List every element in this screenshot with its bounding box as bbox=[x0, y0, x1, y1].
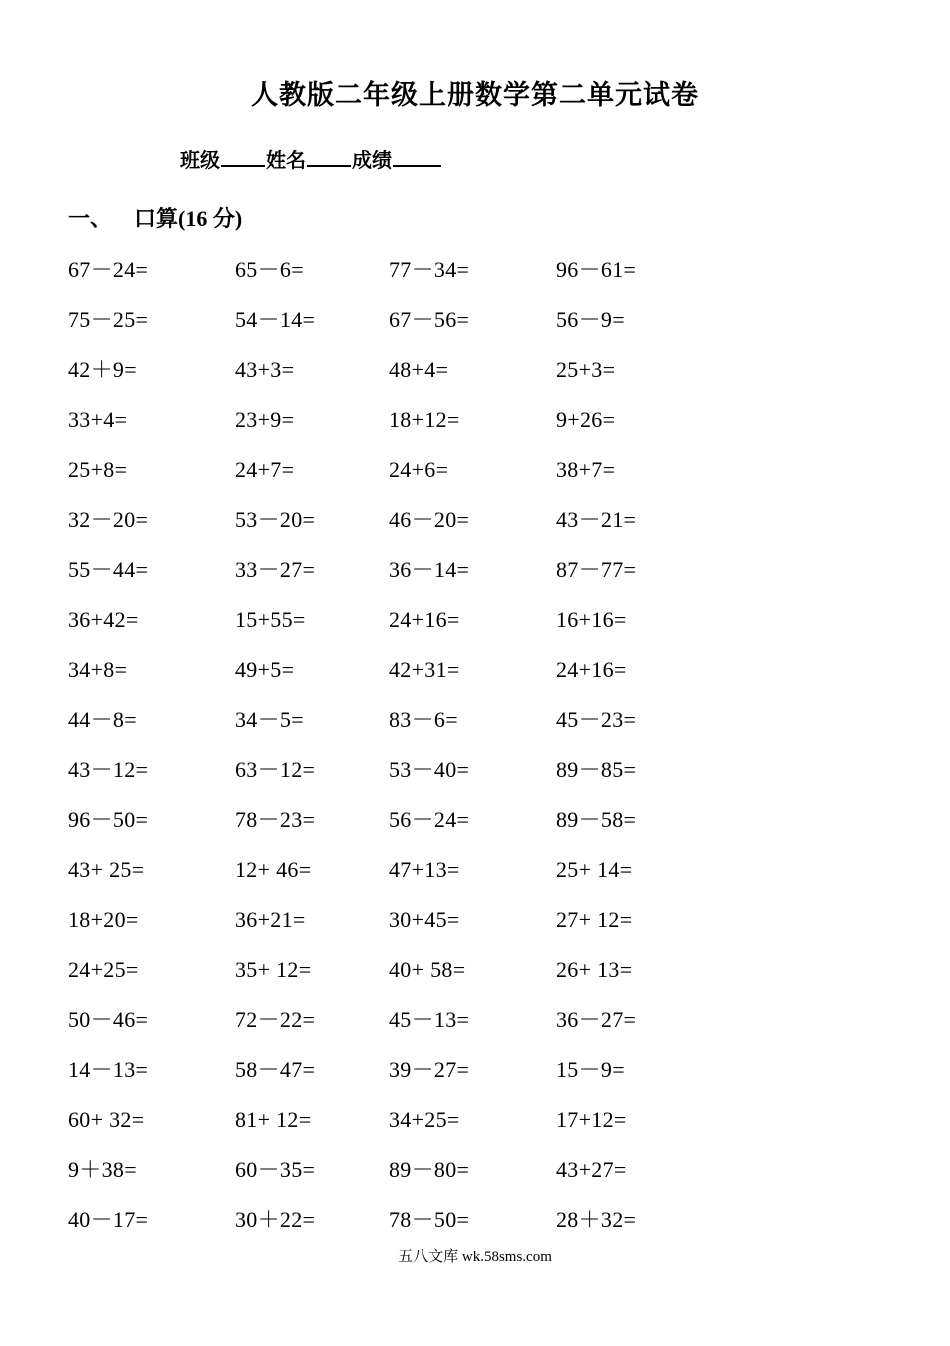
problem-row bbox=[68, 252, 768, 302]
problem-row bbox=[68, 402, 768, 452]
math-problem: 45－13= bbox=[389, 1007, 470, 1032]
math-problem: 44－8= bbox=[68, 707, 137, 732]
math-problem: 24+6= bbox=[389, 457, 449, 482]
class-label: 班级 bbox=[180, 148, 220, 172]
math-problem: 24+16= bbox=[556, 657, 627, 682]
math-problem: 39－27= bbox=[389, 1057, 470, 1082]
math-problem: 26+ 13= bbox=[556, 957, 633, 982]
math-problem: 60+ 32= bbox=[68, 1107, 145, 1132]
math-problem: 43+3= bbox=[235, 357, 295, 382]
math-problem: 25+3= bbox=[556, 357, 616, 382]
math-problem: 30+45= bbox=[389, 907, 460, 932]
math-problem: 24+25= bbox=[68, 957, 139, 982]
footer-watermark: 五八文库 wk.58sms.com bbox=[398, 1249, 552, 1265]
math-problem: 38+7= bbox=[556, 457, 616, 482]
math-problem: 75－25= bbox=[68, 307, 149, 332]
math-problem: 24+7= bbox=[235, 457, 295, 482]
math-problem: 25+ 14= bbox=[556, 857, 633, 882]
math-problem: 16+16= bbox=[556, 607, 627, 632]
section-points: (16 分) bbox=[178, 206, 243, 231]
math-problem: 60－35= bbox=[235, 1157, 316, 1182]
math-problem: 56－24= bbox=[389, 807, 470, 832]
score-label: 成绩 bbox=[352, 148, 392, 172]
math-problem: 36－14= bbox=[389, 557, 470, 582]
math-problem: 63－12= bbox=[235, 757, 316, 782]
math-problem: 42＋9= bbox=[68, 357, 137, 382]
problem-grid bbox=[68, 252, 768, 1252]
math-problem: 83－6= bbox=[389, 707, 458, 732]
problem-row bbox=[68, 952, 768, 1002]
problem-row bbox=[68, 652, 768, 702]
math-problem: 54－14= bbox=[235, 307, 316, 332]
math-problem: 45－23= bbox=[556, 707, 637, 732]
math-problem: 32－20= bbox=[68, 507, 149, 532]
math-problem: 14－13= bbox=[68, 1057, 149, 1082]
math-problem: 56－9= bbox=[556, 307, 625, 332]
math-problem: 50－46= bbox=[68, 1007, 149, 1032]
math-problem: 34+25= bbox=[389, 1107, 460, 1132]
problem-row bbox=[68, 602, 768, 652]
math-problem: 67－56= bbox=[389, 307, 470, 332]
math-problem: 96－50= bbox=[68, 807, 149, 832]
problem-row bbox=[68, 1002, 768, 1052]
problem-row bbox=[68, 702, 768, 752]
math-problem: 30＋22= bbox=[235, 1207, 316, 1232]
math-problem: 18+12= bbox=[389, 407, 460, 432]
problem-row bbox=[68, 502, 768, 552]
score-blank bbox=[393, 143, 441, 167]
math-problem: 72－22= bbox=[235, 1007, 316, 1032]
math-problem: 18+20= bbox=[68, 907, 139, 932]
math-problem: 9＋38= bbox=[68, 1157, 137, 1182]
problem-row bbox=[68, 902, 768, 952]
section-heading-mental-math bbox=[68, 202, 242, 237]
math-problem: 35+ 12= bbox=[235, 957, 312, 982]
math-problem: 58－47= bbox=[235, 1057, 316, 1082]
math-problem: 36+42= bbox=[68, 607, 139, 632]
problem-row bbox=[68, 302, 768, 352]
problem-row bbox=[68, 1202, 768, 1252]
math-problem: 55－44= bbox=[68, 557, 149, 582]
math-problem: 87－77= bbox=[556, 557, 637, 582]
math-problem: 43－21= bbox=[556, 507, 637, 532]
problem-row bbox=[68, 552, 768, 602]
math-problem: 24+16= bbox=[389, 607, 460, 632]
math-problem: 27+ 12= bbox=[556, 907, 633, 932]
math-problem: 15－9= bbox=[556, 1057, 625, 1082]
math-problem: 33－27= bbox=[235, 557, 316, 582]
math-problem: 46－20= bbox=[389, 507, 470, 532]
section-number: 一、 bbox=[68, 207, 113, 232]
page-title: 人教版二年级上册数学第二单元试卷 bbox=[251, 80, 699, 111]
math-problem: 43+ 25= bbox=[68, 857, 145, 882]
math-problem: 23+9= bbox=[235, 407, 295, 432]
math-problem: 89－58= bbox=[556, 807, 637, 832]
math-problem: 48+4= bbox=[389, 357, 449, 382]
math-problem: 25+8= bbox=[68, 457, 128, 482]
math-problem: 36－27= bbox=[556, 1007, 637, 1032]
math-problem: 40+ 58= bbox=[389, 957, 466, 982]
math-problem: 36+21= bbox=[235, 907, 306, 932]
math-problem: 77－34= bbox=[389, 257, 470, 282]
math-problem: 15+55= bbox=[235, 607, 306, 632]
math-problem: 34－5= bbox=[235, 707, 304, 732]
math-problem: 49+5= bbox=[235, 657, 295, 682]
math-problem: 89－80= bbox=[389, 1157, 470, 1182]
math-problem: 65－6= bbox=[235, 257, 304, 282]
math-problem: 9+26= bbox=[556, 407, 616, 432]
math-problem: 47+13= bbox=[389, 857, 460, 882]
math-problem: 67－24= bbox=[68, 257, 149, 282]
problem-row bbox=[68, 1102, 768, 1152]
math-problem: 81+ 12= bbox=[235, 1107, 312, 1132]
name-blank bbox=[307, 143, 351, 167]
math-problem: 33+4= bbox=[68, 407, 128, 432]
math-problem: 28＋32= bbox=[556, 1207, 637, 1232]
section-label: 口算 bbox=[134, 207, 179, 232]
math-problem: 96－61= bbox=[556, 257, 637, 282]
class-blank bbox=[221, 143, 265, 167]
math-problem: 34+8= bbox=[68, 657, 128, 682]
name-label: 姓名 bbox=[266, 148, 306, 172]
math-problem: 53－20= bbox=[235, 507, 316, 532]
problem-row bbox=[68, 1052, 768, 1102]
math-problem: 89－85= bbox=[556, 757, 637, 782]
math-problem: 40－17= bbox=[68, 1207, 149, 1232]
math-problem: 43－12= bbox=[68, 757, 149, 782]
math-problem: 78－23= bbox=[235, 807, 316, 832]
math-problem: 12+ 46= bbox=[235, 857, 312, 882]
problem-row bbox=[68, 352, 768, 402]
problem-row bbox=[68, 1152, 768, 1202]
math-problem: 78－50= bbox=[389, 1207, 470, 1232]
problem-row bbox=[68, 452, 768, 502]
problem-row bbox=[68, 802, 768, 852]
problem-row bbox=[68, 852, 768, 902]
math-problem: 53－40= bbox=[389, 757, 470, 782]
math-problem: 42+31= bbox=[389, 657, 460, 682]
problem-row bbox=[68, 752, 768, 802]
math-problem: 43+27= bbox=[556, 1157, 627, 1182]
math-problem: 17+12= bbox=[556, 1107, 627, 1132]
student-info-line bbox=[180, 143, 442, 175]
